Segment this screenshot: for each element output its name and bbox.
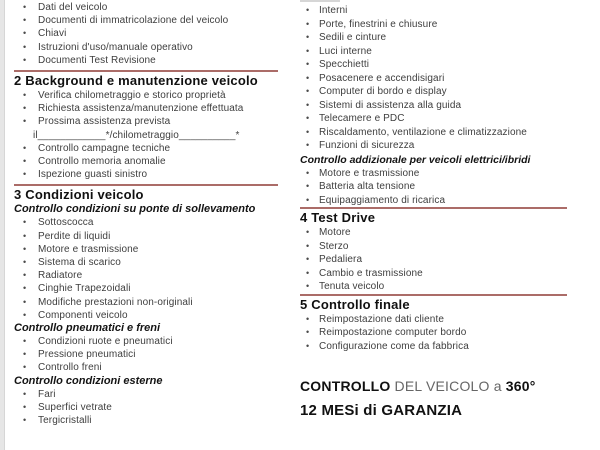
checklist-item: • Motore e trasmissione: [300, 167, 584, 181]
fill-in-blank-line: il____________*/chilometraggio__________*: [33, 129, 240, 141]
section-heading-condizioni: 3 Condizioni veicolo: [14, 187, 144, 203]
ponte-checklist: [14, 216, 280, 322]
subsection-heading-ponte: Controllo condizioni su ponte di sollevamento: [14, 203, 256, 216]
cropped-text-fragment: [300, 0, 340, 2]
checklist-item: • Tergicristalli: [14, 414, 280, 427]
elettrici-checklist: [300, 167, 584, 208]
checklist-item: • Pedaliera: [300, 253, 584, 267]
checklist-item: • Documenti di immatricolazione del veicolo: [14, 14, 280, 27]
right-column: [300, 0, 584, 420]
section-heading-background: 2 Background e manutenzione veicolo: [14, 73, 258, 89]
checklist-item: • Radiatore: [14, 269, 280, 282]
checklist-item: • Controllo memoria anomalie: [14, 155, 280, 168]
checklist-item: • Luci interne: [300, 45, 584, 59]
section-divider: [14, 70, 278, 72]
testdrive-checklist: [300, 226, 584, 294]
checklist-item: • Superfici vetrate: [14, 401, 280, 414]
subsection-heading-esterne: Controllo condizioni esterne: [14, 374, 163, 387]
checklist-item: • Perdite di liquidi: [14, 230, 280, 243]
checklist-item: • Fari: [14, 388, 280, 401]
checklist-item: • Interni: [300, 4, 584, 18]
esterne-checklist: [14, 388, 280, 428]
checklist-item: • Riscaldamento, ventilazione e climatizzazione: [300, 126, 584, 140]
checklist-item: • Chiavi: [14, 27, 280, 40]
footer-warranty: 12 MESi di GARANZIA: [300, 402, 463, 419]
checklist-item: • Reimpostazione computer bordo: [300, 326, 584, 340]
documents-checklist: [14, 1, 280, 67]
checklist-item: • Componenti veicolo: [14, 309, 280, 322]
checklist-item: • Posacenere e accendisigari: [300, 72, 584, 86]
section-heading-finale: 5 Controllo finale: [300, 296, 410, 312]
left-column: [14, 0, 280, 427]
checklist-item: • Configurazione come da fabbrica: [300, 340, 584, 354]
section-divider: [300, 294, 567, 296]
checklist-item: • Sedili e cinture: [300, 31, 584, 45]
section-divider: [14, 184, 278, 186]
interni-checklist: [300, 4, 584, 153]
section-heading-testdrive: 4 Test Drive: [300, 210, 376, 225]
checklist-item: • Reimpostazione dati cliente: [300, 313, 584, 327]
footer-tagline-regular: DEL VEICOLO a: [390, 378, 506, 394]
checklist-item: • Documenti Test Revisione: [14, 54, 280, 67]
checklist-item: • Controllo campagne tecniche: [14, 142, 280, 155]
checklist-item: • Equipaggiamento di ricarica: [300, 194, 584, 208]
checklist-item: • Ispezione guasti sinistro: [14, 168, 280, 181]
checklist-item: • Verifica chilometraggio e storico proprietà: [14, 89, 280, 102]
finale-checklist: [300, 313, 584, 354]
checklist-item: • Sistemi di assistenza alla guida: [300, 99, 584, 113]
checklist-item: • Motore e trasmissione: [14, 243, 280, 256]
subsection-heading-pneumatici: Controllo pneumatici e freni: [14, 322, 161, 335]
checklist-item: • Cambio e trasmissione: [300, 267, 584, 281]
scan-edge-artifact: [0, 0, 5, 450]
checklist-item: • Controllo freni: [14, 361, 280, 374]
checklist-item: • Funzioni di sicurezza: [300, 139, 584, 153]
checklist-item-text: Prossima assistenza prevista: [38, 116, 171, 128]
background-checklist: [14, 89, 280, 181]
checklist-item: [14, 115, 280, 141]
section-divider: [300, 207, 567, 209]
footer-tagline-bold-controllo: CONTROLLO: [300, 378, 391, 394]
checklist-item: • Computer di bordo e display: [300, 85, 584, 99]
checklist-item: • Cinghie Trapezoidali: [14, 282, 280, 295]
checklist-item: • Sterzo: [300, 240, 584, 254]
pneumatici-checklist: [14, 335, 280, 375]
checklist-item: • Istruzioni d'uso/manuale operativo: [14, 41, 280, 54]
checklist-item: • Tenuta veicolo: [300, 280, 584, 294]
checklist-item: • Porte, finestrini e chiusure: [300, 18, 584, 32]
checklist-item: • Dati del veicolo: [14, 1, 280, 14]
subsection-heading-elettrici: Controllo addizionale per veicoli elettrici/ibridi: [300, 153, 531, 166]
checklist-item: • Condizioni ruote e pneumatici: [14, 335, 280, 348]
checklist-item: • Sottoscocca: [14, 216, 280, 229]
checklist-item: • Sistema di scarico: [14, 256, 280, 269]
checklist-item: • Pressione pneumatici: [14, 348, 280, 361]
checklist-item: • Richiesta assistenza/manutenzione effettuata: [14, 102, 280, 115]
footer-tagline-bold-360: 360°: [505, 378, 536, 394]
checklist-item: • Modifiche prestazioni non-originali: [14, 296, 280, 309]
checklist-item: • Specchietti: [300, 58, 584, 72]
footer-tagline-360: [300, 377, 584, 395]
checklist-item: • Batteria alta tensione: [300, 180, 584, 194]
checklist-item: • Telecamere e PDC: [300, 112, 584, 126]
checklist-item: • Motore: [300, 226, 584, 240]
